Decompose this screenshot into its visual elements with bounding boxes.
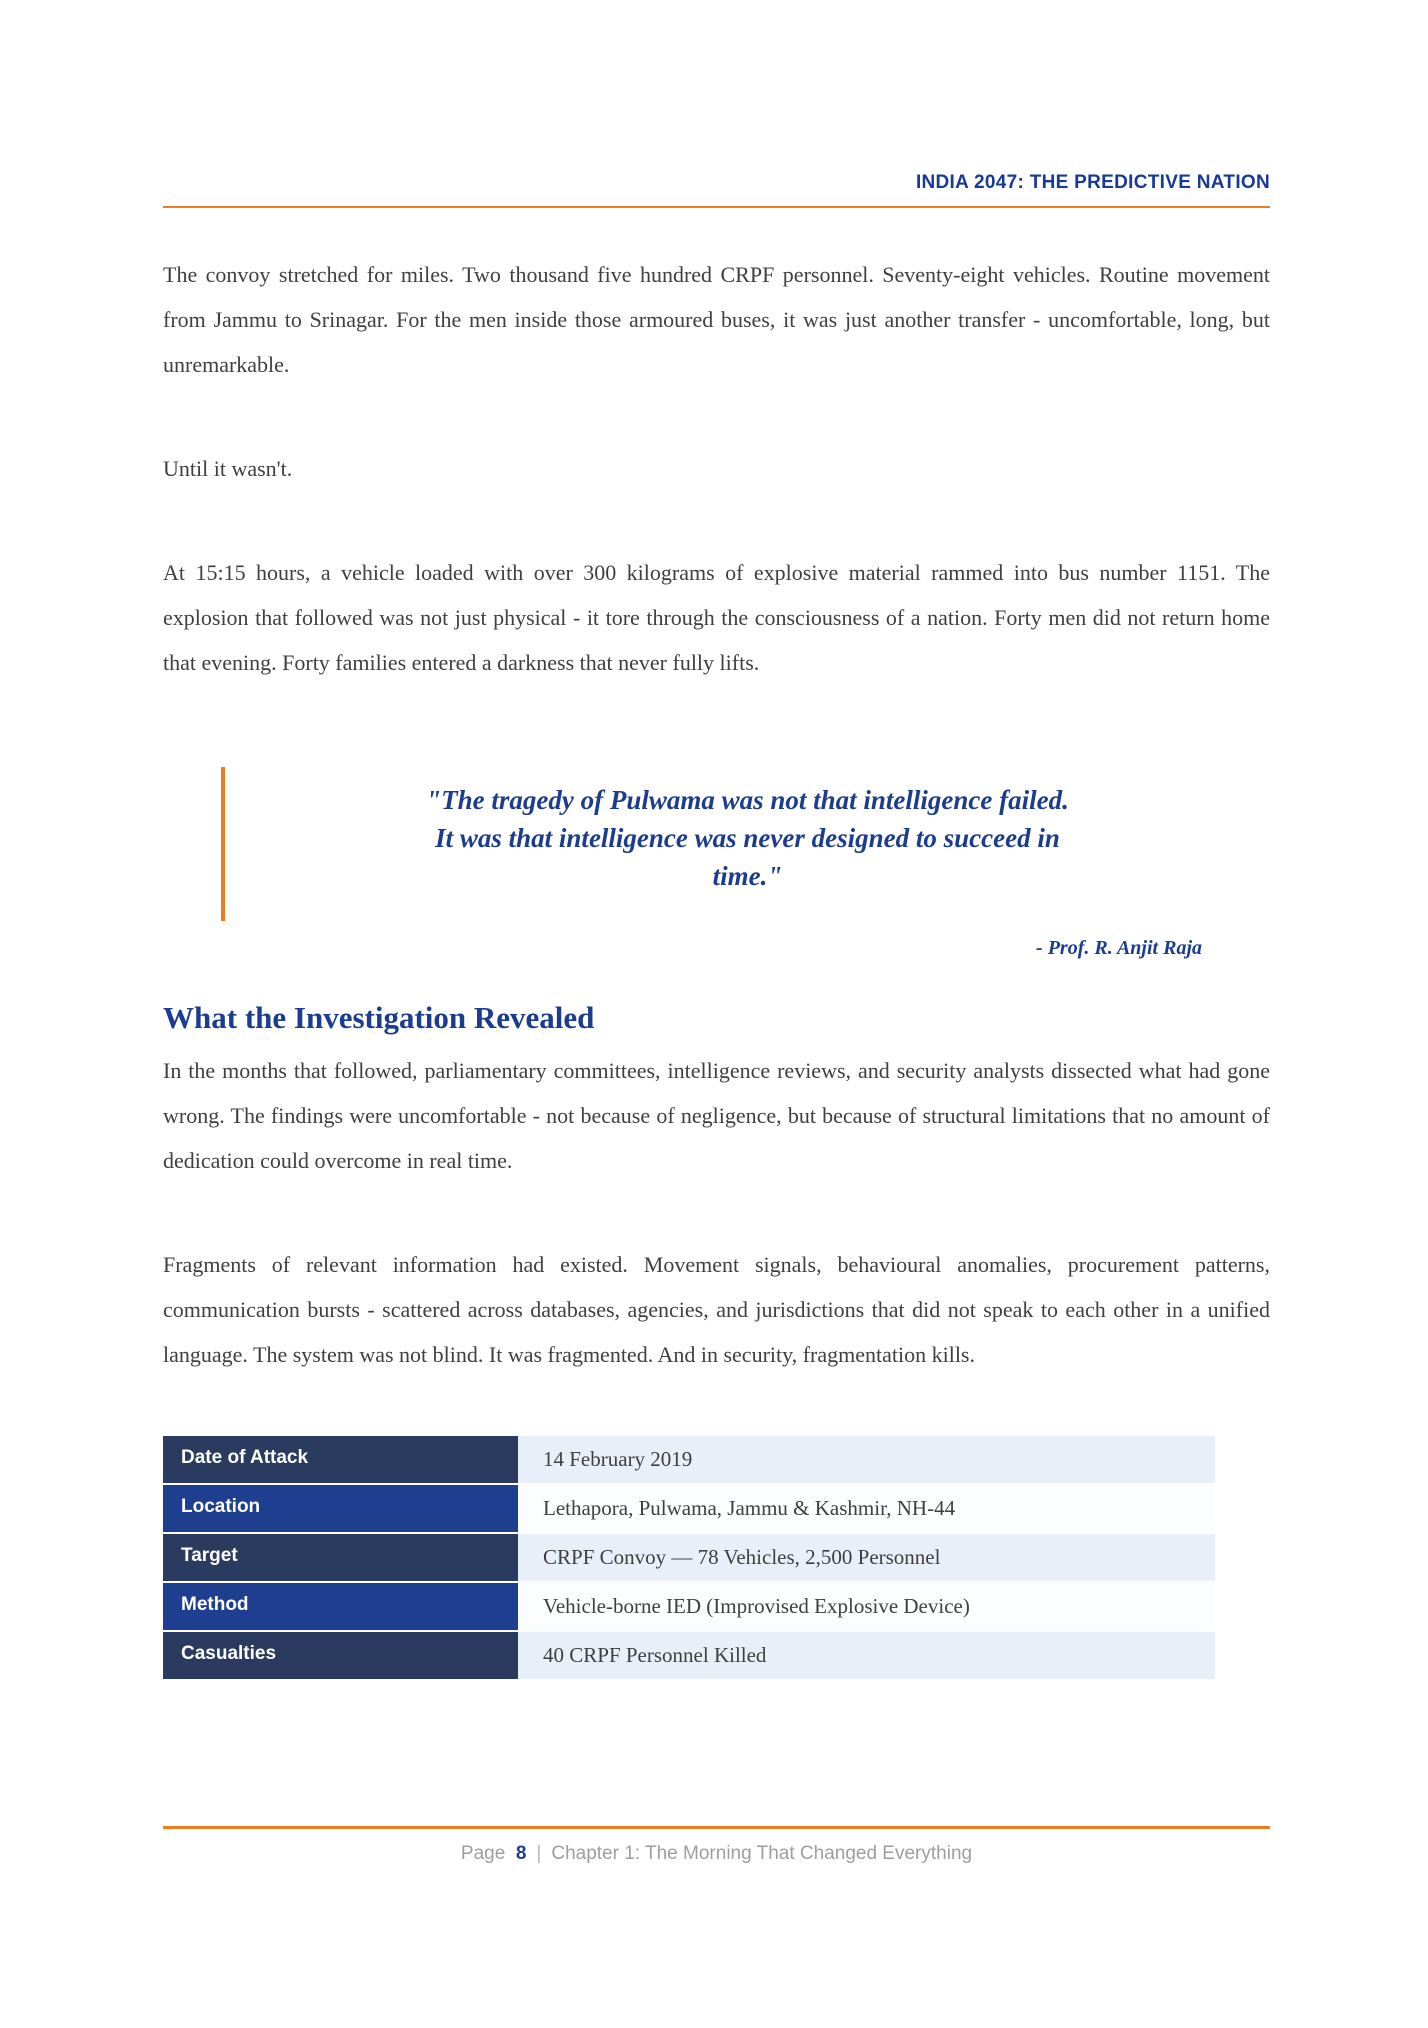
page-content <box>163 252 1270 1679</box>
table-row-label: Location <box>163 1485 518 1532</box>
table-row-label: Casualties <box>163 1632 518 1679</box>
pull-quote-line: time." <box>712 861 783 891</box>
table-row <box>163 1534 1215 1581</box>
table-row-value: CRPF Convoy — 78 Vehicles, 2,500 Personnel <box>518 1534 1215 1581</box>
table-row <box>163 1485 1215 1532</box>
table-row-label: Target <box>163 1534 518 1581</box>
table-row <box>163 1583 1215 1630</box>
paragraph-until: Until it wasn't. <box>163 456 293 481</box>
attack-facts-table <box>163 1436 1215 1679</box>
paragraph-investigation: In the months that followed, parliamentary committees, intelligence reviews, and security analysts dissected what had gone wrong. The findings were uncomfortable - not because of negligence, but because of structural limitations that no amount of dedication could overcome in real time. <box>163 1058 1270 1173</box>
pull-quote-line: It was that intelligence was never designed to succeed in <box>435 823 1060 853</box>
paragraph-explosion: At 15:15 hours, a vehicle loaded with over 300 kilograms of explosive material rammed into bus number 1151. The explosion that followed was not just physical - it tore through the consciousness of a nation. Forty men did not return home that evening. Forty families entered a darkness that never fully lifts. <box>163 560 1270 675</box>
book-title: INDIA 2047: THE PREDICTIVE NATION <box>915 172 1270 193</box>
table-row-value: Lethapora, Pulwama, Jammu & Kashmir, NH-44 <box>518 1485 1215 1532</box>
pull-quote-line: "The tragedy of Pulwama was not that intelligence failed. <box>426 785 1069 815</box>
table-row-label: Date of Attack <box>163 1436 518 1483</box>
footer-page-number: 8 <box>515 1843 527 1864</box>
table-row <box>163 1436 1215 1483</box>
page-footer <box>163 1826 1270 1865</box>
table-row-label: Method <box>163 1583 518 1630</box>
table-row-value: Vehicle-borne IED (Improvised Explosive Device) <box>518 1583 1215 1630</box>
paragraph-convoy: The convoy stretched for miles. Two thousand five hundred CRPF personnel. Seventy-eight vehicles. Routine movement from Jammu to Srinagar. For the men inside those armoured buses, it was just another transfer - uncomfortable, long, but unremarkable. <box>163 262 1270 377</box>
pull-quote-attribution: - Prof. R. Anjit Raja <box>1036 937 1202 959</box>
page-header <box>163 0 1270 208</box>
table-row-value: 40 CRPF Personnel Killed <box>518 1632 1215 1679</box>
footer-page-label: Page <box>460 1843 506 1864</box>
paragraph-fragments: Fragments of relevant information had existed. Movement signals, behavioural anomalies, procurement patterns, communication bursts - scattered across databases, agencies, and jurisdictions that did not speak to each other in a unified language. The system was not blind. It was fragmented. And in security, fragmentation kills. <box>163 1252 1270 1367</box>
footer-chapter-label: Chapter 1: The Morning That Changed Everything <box>551 1843 973 1864</box>
pull-quote <box>221 767 1270 921</box>
footer-separator: | <box>536 1843 542 1864</box>
table-row-value: 14 February 2019 <box>518 1436 1215 1483</box>
table-row <box>163 1632 1215 1679</box>
pull-quote-text <box>225 781 1270 895</box>
section-heading: What the Investigation Revealed <box>163 1000 595 1035</box>
